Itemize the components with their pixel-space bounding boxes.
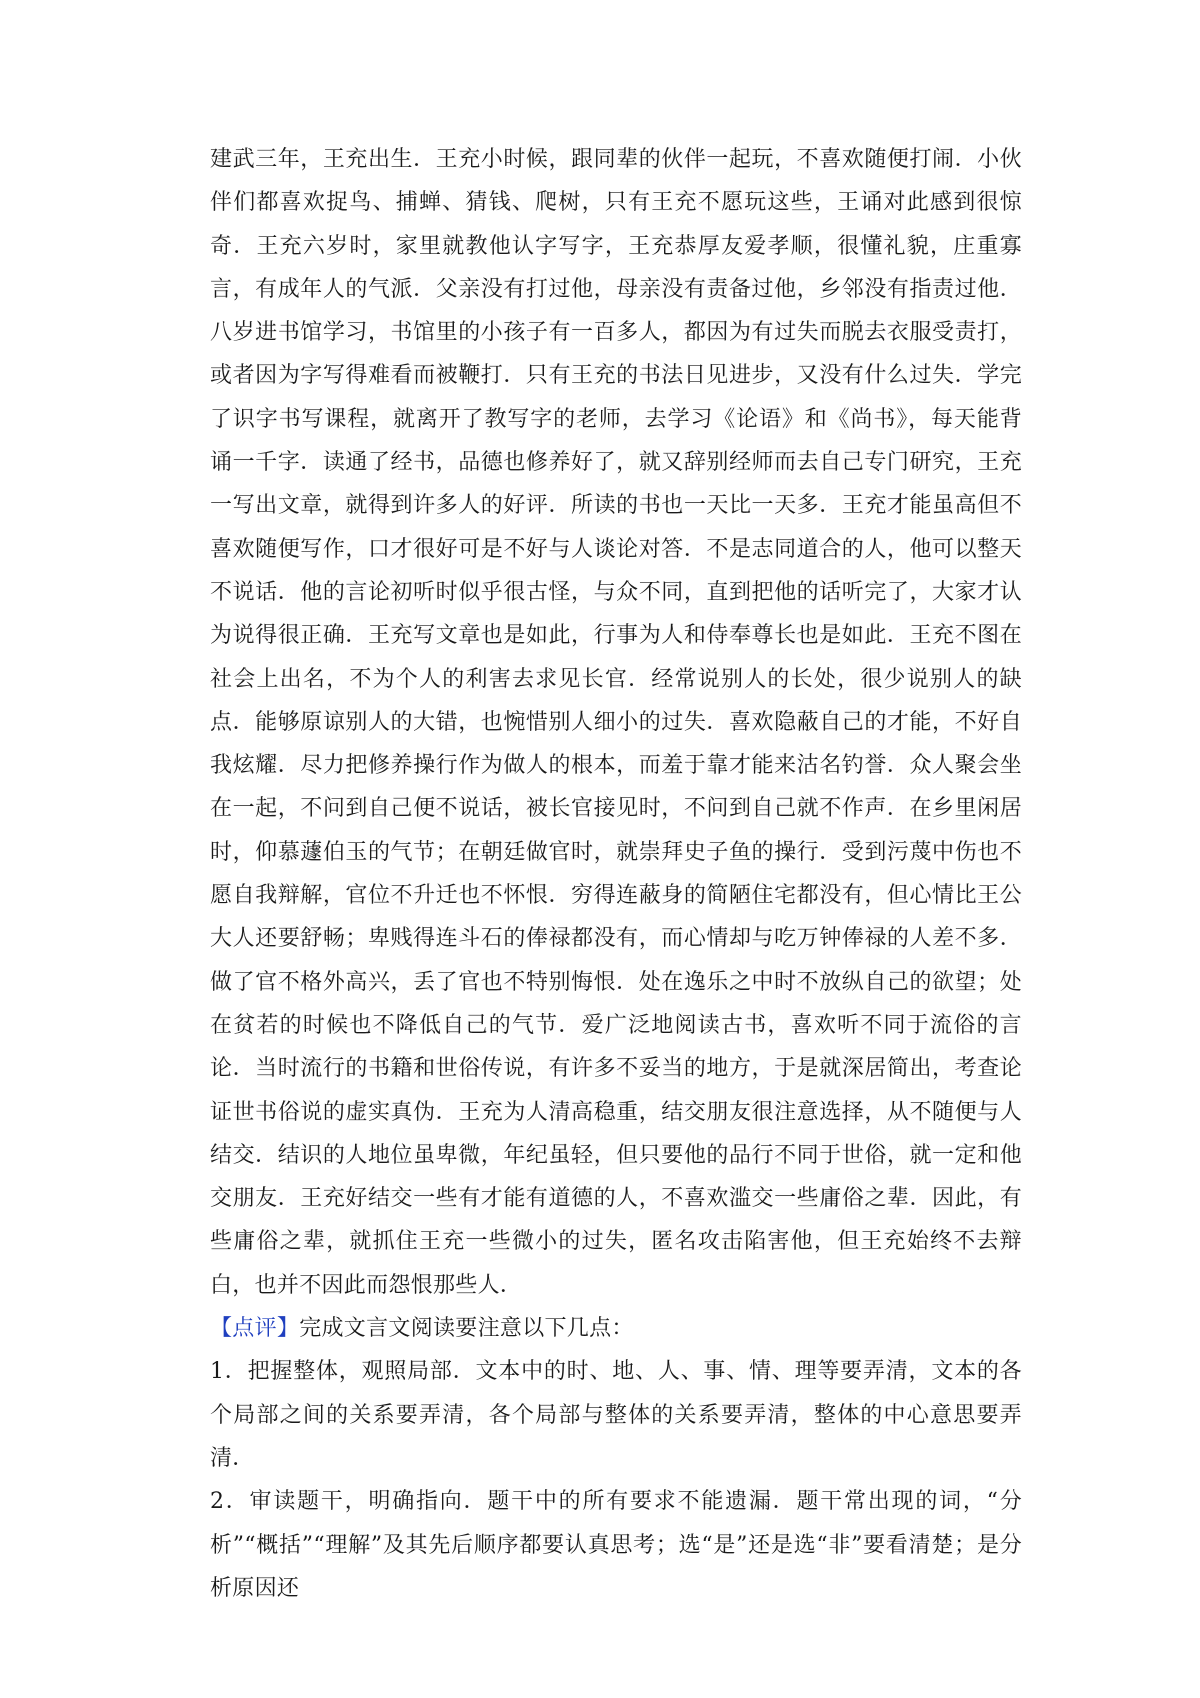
document-page xyxy=(210,138,1022,1610)
translation-paragraph: 建武三年，王充出生．王充小时候，跟同辈的伙伴一起玩，不喜欢随便打闹．小伙伴们都喜欢捉鸟、捕蝉、猜钱、爬树，只有王充不愿玩这些，王诵对此感到很惊奇．王充六岁时，家里就教他认字写字，王充恭厚友爱孝顺，很懂礼貌，庄重寡言，有成年人的气派．父亲没有打过他，母亲没有责备过他，乡邻没有指责过他．八岁进书馆学习，书馆里的小孩子有一百多人，都因为有过失而脱去衣服受责打，或者因为字写得难看而被鞭打．只有王充的书法日见进步，又没有什么过失．学完了识字书写课程，就离开了教写字的老师，去学习《论语》和《尚书》，每天能背诵一千字．读通了经书，品德也修养好了，就又辞别经师而去自己专门研究，王充一写出文章，就得到许多人的好评．所读的书也一天比一天多．王充才能虽高但不喜欢随便写作，口才很好可是不好与人谈论对答．不是志同道合的人，他可以整天不说话．他的言论初听时似乎很古怪，与众不同，直到把他的话听完了，大家才认为说得很正确．王充写文章也是如此，行事为人和侍奉尊长也是如此．王充不图在社会上出名，不为个人的利害去求见长官．经常说别人的长处，很少说别人的缺点．能够原谅别人的大错，也惋惜别人细小的过失．喜欢隐蔽自己的才能，不好自我炫耀．尽力把修养操行作为做人的根本，而羞于靠才能来沽名钓誉．众人聚会坐在一起，不问到自己便不说话，被长官接见时，不问到自己就不作声．在乡里闲居时，仰慕蘧伯玉的气节；在朝廷做官时，就崇拜史子鱼的操行．受到污蔑中伤也不愿自我辩解，官位不升迁也不怀恨．穷得连蔽身的简陋住宅都没有，但心情比王公大人还要舒畅；卑贱得连斗石的俸禄都没有，而心情却与吃万钟俸禄的人差不多．做了官不格外高兴，丢了官也不特别悔恨．处在逸乐之中时不放纵自己的欲望；处在贫若的时候也不降低自己的气节．爱广泛地阅读古书，喜欢听不同于流俗的言论．当时流行的书籍和世俗传说，有许多不妥当的地方，于是就深居简出，考查论证世书俗说的虚实真伪．王充为人清高稳重，结交朋友很注意选择，从不随便与人结交．结识的人地位虽卑微，年纪虽轻，但只要他的品行不同于世俗，就一定和他交朋友．王充好结交一些有才能有道德的人，不喜欢滥交一些庸俗之辈．因此，有些庸俗之辈，就抓住王充一些微小的过失，匿名攻击陷害他，但王充始终不去辩白，也并不因此而怨恨那些人． xyxy=(210,147,1022,1298)
comment-tag: 【点评】 xyxy=(210,1316,300,1342)
comment-intro: 完成文言文阅读要注意以下几点： xyxy=(299,1316,634,1342)
comment-heading xyxy=(210,1307,1022,1350)
comment-item-2: 2．审读题干，明确指向．题干中的所有要求不能遗漏．题干常出现的词，“分析”“概括”“理解”及其先后顺序都要认真思考；选“是”还是选“非”要看清楚；是分析原因还 xyxy=(210,1489,1022,1601)
comment-item-1: 1．把握整体，观照局部．文本中的时、地、人、事、情、理等要弄清，文本的各个局部之间的关系要弄清，各个局部与整体的关系要弄清，整体的中心意思要弄清． xyxy=(210,1359,1022,1471)
